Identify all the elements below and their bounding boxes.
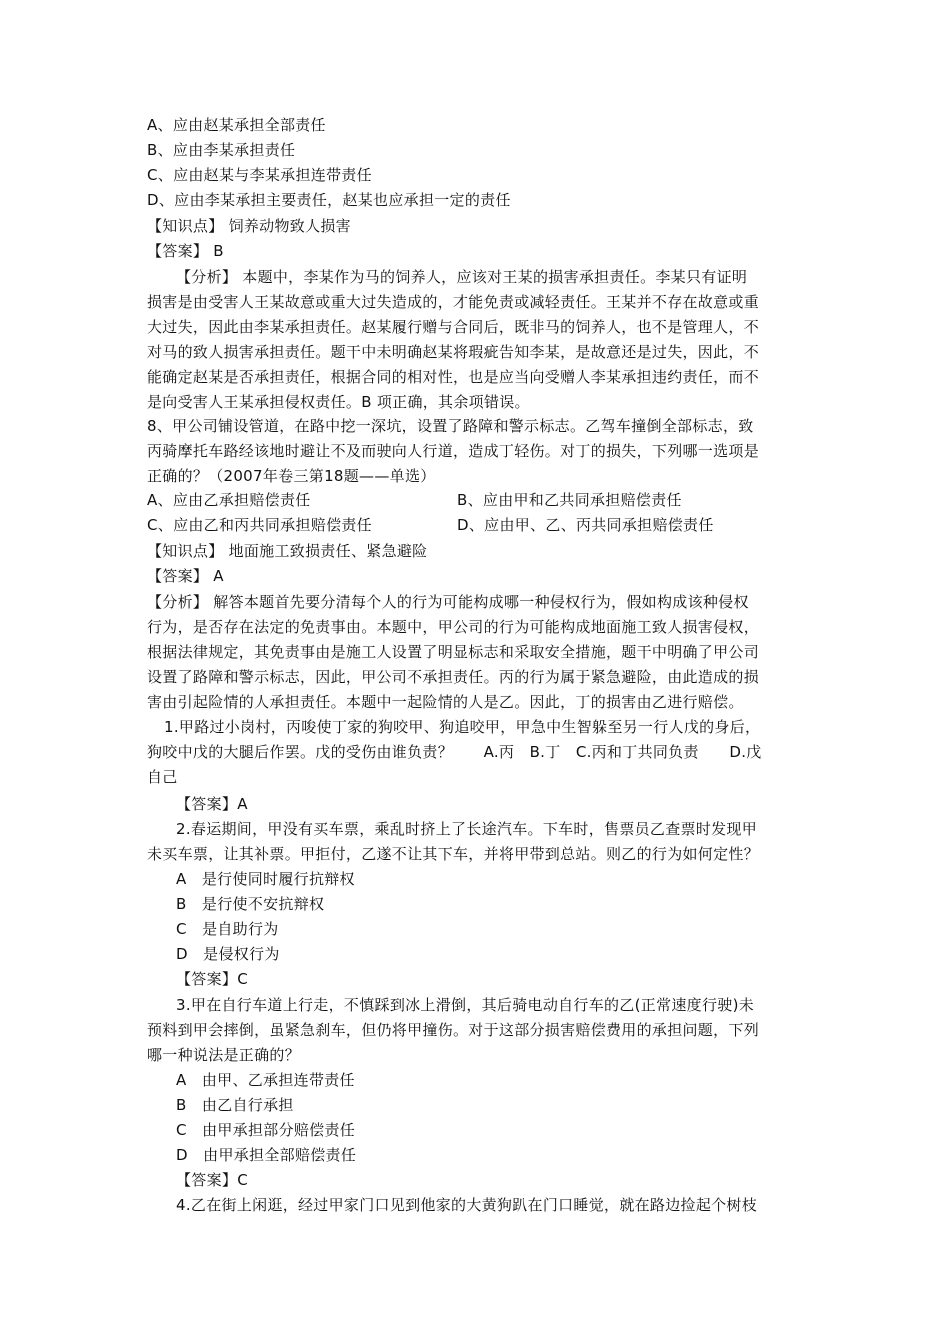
q8-analysis-line: 设置了路障和警示标志，因此，甲公司不承担责任。丙的行为属于紧急避险，由此造成的损 xyxy=(147,668,760,686)
p1-stem-line: 狗咬中戊的大腿后作罢。戊的受伤由谁负责？ A.丙 B.丁 C.丙和丁共同负责 D.戊 xyxy=(147,743,762,761)
p2-stem-line: 2.春运期间，甲没有买车票，乘乱时挤上了长途汽车。下车时，售票员乙查票时发现甲 xyxy=(176,820,758,838)
p1-stem-line: 自己 xyxy=(147,768,178,786)
p1-answer: 【答案】A xyxy=(176,795,248,813)
q8-answer: 【答案】 A xyxy=(147,567,224,585)
p2-option-a: A 是行使同时履行抗辩权 xyxy=(176,870,355,888)
q8-option-c: C、应由乙和丙共同承担赔偿责任 xyxy=(147,516,372,534)
p3-answer: 【答案】C xyxy=(176,1171,248,1189)
q8-knowledge-point: 【知识点】 地面施工致损责任、紧急避险 xyxy=(147,542,428,560)
q7-analysis-line: 【分析】 本题中，李某作为马的饲养人，应该对王某的损害承担责任。李某只有证明 xyxy=(176,268,748,286)
p3-option-b: B 由乙自行承担 xyxy=(176,1096,294,1114)
q8-stem-line: 正确的？（2007年卷三第18题——单选） xyxy=(147,467,436,485)
q7-option-d: D、应由李某承担主要责任，赵某也应承担一定的责任 xyxy=(147,191,511,209)
p2-option-c: C 是自助行为 xyxy=(176,920,279,938)
q8-stem-line: 丙骑摩托车路经该地时避让不及而驶向人行道，造成丁轻伤。对丁的损失，下列哪一选项是 xyxy=(147,442,760,460)
q8-analysis-line: 【分析】 解答本题首先要分清每个人的行为可能构成哪一种侵权行为，假如构成该种侵权 xyxy=(147,593,749,611)
q8-option-d: D、应由甲、乙、丙共同承担赔偿责任 xyxy=(457,516,714,534)
q7-analysis-line: 对马的致人损害承担责任。题干中未明确赵某将瑕疵告知李某，是故意还是过失，因此，不 xyxy=(147,343,760,361)
q8-analysis-line: 行为，是否存在法定的免责事由。本题中，甲公司的行为可能构成地面施工致人损害侵权， xyxy=(147,618,760,636)
q7-analysis-line: 能确定赵某是否承担责任，根据合同的相对性，也是应当向受赠人李某承担违约责任，而不 xyxy=(147,368,760,386)
q7-answer: 【答案】 B xyxy=(147,242,224,260)
q8-option-a: A、应由乙承担赔偿责任 xyxy=(147,491,311,509)
q8-option-b: B、应由甲和乙共同承担赔偿责任 xyxy=(457,491,682,509)
p3-option-d: D 由甲承担全部赔偿责任 xyxy=(176,1146,357,1164)
p3-stem-line: 哪一种说法是正确的？ xyxy=(147,1046,301,1064)
p1-stem-line: 1.甲路过小岗村，丙唆使丁家的狗咬甲、狗追咬甲，甲急中生智躲至另一行人戊的身后， xyxy=(164,718,761,736)
q7-knowledge-point: 【知识点】 饲养动物致人损害 xyxy=(147,217,351,235)
p3-stem-line: 3.甲在自行车道上行走，不慎踩到冰上滑倒，其后骑电动自行车的乙(正常速度行驶)未 xyxy=(176,996,755,1014)
q8-analysis-line: 根据法律规定，其免责事由是施工人设置了明显标志和采取安全措施，题干中明确了甲公司 xyxy=(147,643,760,661)
q8-stem-line: 8、甲公司铺设管道，在路中挖一深坑，设置了路障和警示标志。乙驾车撞倒全部标志，致 xyxy=(147,417,754,435)
p2-option-d: D 是侵权行为 xyxy=(176,945,280,963)
q7-analysis-line: 大过失，因此由李某承担责任。赵某履行赠与合同后，既非马的饲养人，也不是管理人，不 xyxy=(147,318,760,336)
q8-analysis-line: 害由引起险情的人承担责任。本题中一起险情的人是乙。因此，丁的损害由乙进行赔偿。 xyxy=(147,693,744,711)
p3-option-c: C 由甲承担部分赔偿责任 xyxy=(176,1121,356,1139)
q7-option-a: A、应由赵某承担全部责任 xyxy=(147,116,326,134)
p3-option-a: A 由甲、乙承担连带责任 xyxy=(176,1071,355,1089)
q7-option-b: B、应由李某承担责任 xyxy=(147,141,296,159)
q7-option-c: C、应由赵某与李某承担连带责任 xyxy=(147,166,372,184)
p2-stem-line: 未买车票，让其补票。甲拒付，乙遂不让其下车，并将甲带到总站。则乙的行为如何定性？ xyxy=(147,845,760,863)
p2-answer: 【答案】C xyxy=(176,970,248,988)
p3-stem-line: 预料到甲会摔倒，虽紧急刹车，但仍将甲撞伤。对于这部分损害赔偿费用的承担问题，下列 xyxy=(147,1021,760,1039)
q7-analysis-line: 损害是由受害人王某故意或重大过失造成的，才能免责或减轻责任。王某并不存在故意或重 xyxy=(147,293,760,311)
p2-option-b: B 是行使不安抗辩权 xyxy=(176,895,325,913)
q7-analysis-line: 是向受害人王某承担侵权责任。B 项正确，其余项错误。 xyxy=(147,393,530,411)
p4-stem-line: 4.乙在街上闲逛，经过甲家门口见到他家的大黄狗趴在门口睡觉，就在路边捡起个树枝 xyxy=(176,1196,758,1214)
